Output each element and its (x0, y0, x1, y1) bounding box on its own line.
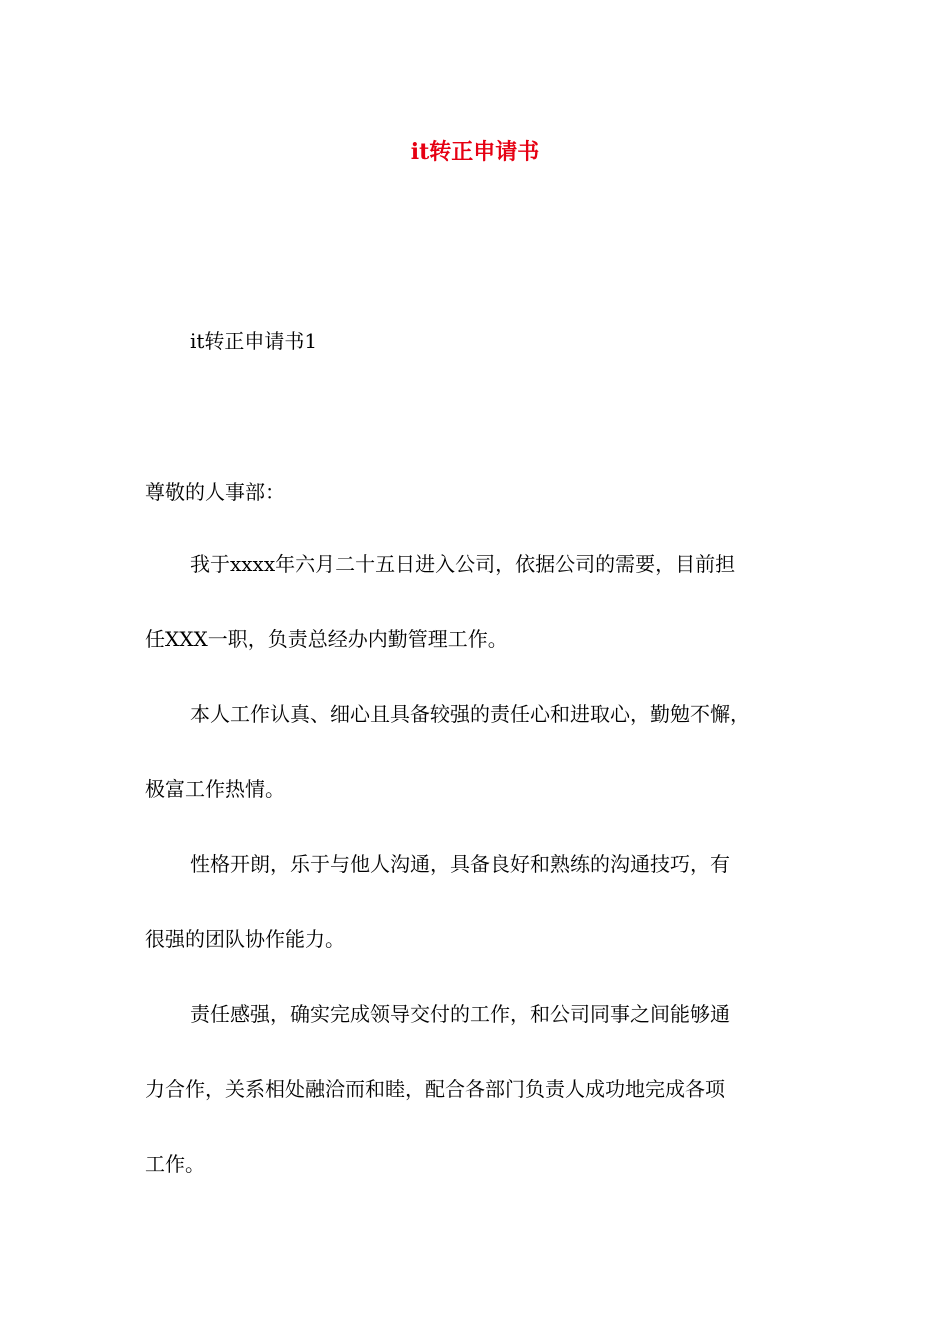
document-title: it转正申请书 (410, 139, 540, 165)
paragraph-line: 责任感强，确实完成领导交付的工作，和公司同事之间能够通 (190, 1002, 730, 1026)
paragraph-line: 性格开朗，乐于与他人沟通，具备良好和熟练的沟通技巧，有 (190, 852, 730, 876)
salutation: 尊敬的人事部： (145, 480, 285, 504)
paragraph-line: 我于xxxx年六月二十五日进入公司，依据公司的需要，目前担 (190, 552, 736, 576)
paragraph-line: 任XXX一职，负责总经办内勤管理工作。 (145, 627, 508, 651)
paragraph-line: 工作。 (145, 1152, 205, 1176)
paragraph-line: 很强的团队协作能力。 (145, 927, 345, 951)
paragraph-line: 极富工作热情。 (145, 777, 285, 801)
section-heading: it转正申请书1 (190, 329, 318, 353)
paragraph-line: 本人工作认真、细心且具备较强的责任心和进取心，勤勉不懈， (190, 702, 750, 726)
paragraph-line: 力合作，关系相处融洽而和睦，配合各部门负责人成功地完成各项 (145, 1077, 725, 1101)
